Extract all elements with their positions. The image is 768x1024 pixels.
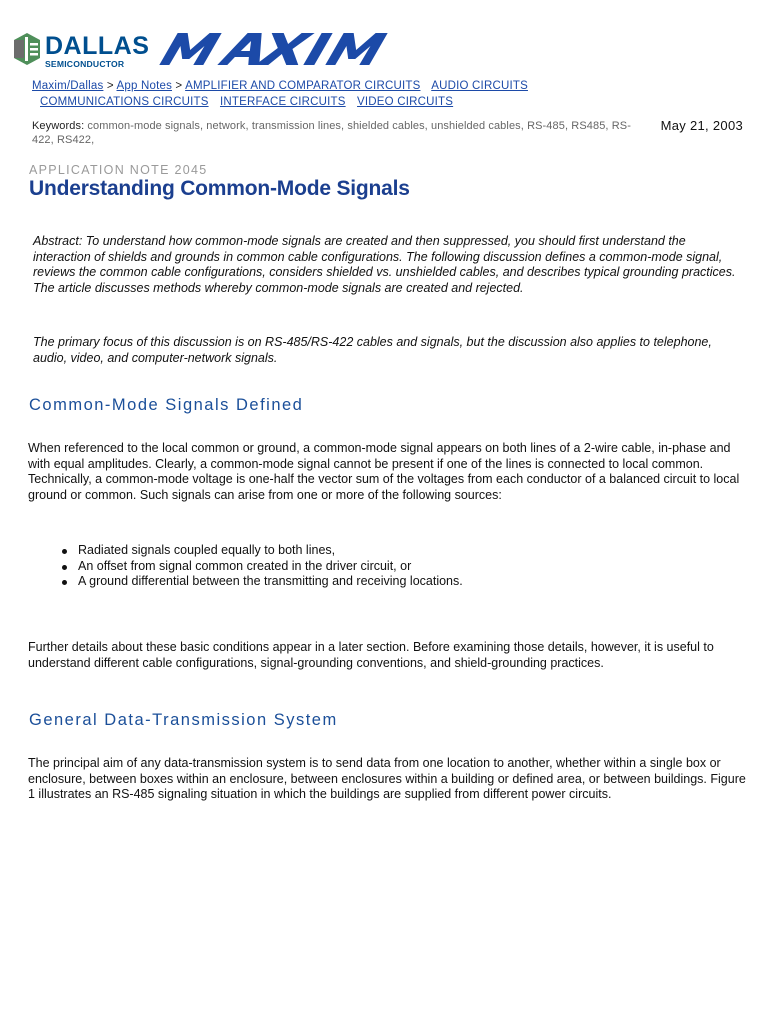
list-item-text: A ground differential between the transmitting and receiving locations. xyxy=(78,574,463,589)
page-title: Understanding Common-Mode Signals xyxy=(29,177,410,200)
maxim-logo xyxy=(155,32,411,66)
breadcrumb-row-2 xyxy=(32,94,732,110)
breadcrumb-separator: > xyxy=(175,80,183,92)
dallas-subtitle: SEMICONDUCTOR xyxy=(45,59,125,69)
bullet-icon xyxy=(62,580,67,585)
keywords-label: Keywords: xyxy=(32,120,85,132)
section-heading-common-mode: Common-Mode Signals Defined xyxy=(29,396,304,414)
bullet-icon xyxy=(62,565,67,570)
dallas-logo-icon xyxy=(12,32,42,66)
category-link-communications[interactable]: COMMUNICATIONS CIRCUITS xyxy=(40,96,209,108)
sources-list xyxy=(60,543,463,590)
site-logo[interactable] xyxy=(12,32,411,70)
publication-date: May 21, 2003 xyxy=(660,118,743,133)
list-item xyxy=(60,543,463,559)
list-item xyxy=(60,574,463,590)
abstract: Abstract: To understand how common-mode signals are created and then suppressed, you should first understand the interaction of shields and grounds in common cable configurations. The following discussion defines a common-mode signal, reviews the common cable configurations, considers shielded vs. unshielded cables, and describes typical grounding practices. The article discusses methods whereby common-mode signals are created and rejected. xyxy=(33,234,736,295)
category-link-audio[interactable]: AUDIO CIRCUITS xyxy=(431,80,528,92)
breadcrumb-home-link[interactable]: Maxim/Dallas xyxy=(32,80,104,92)
bullet-icon xyxy=(62,549,67,554)
breadcrumb-separator: > xyxy=(106,80,114,92)
breadcrumb xyxy=(32,78,732,110)
general-data-paragraph: The principal aim of any data-transmission system is to send data from one location to another, whether within a single box or enclosure, between boxes within an enclosure, between enclosures within a building or defined area, or between buildings. Figure 1 illustrates an RS-485 signaling situation in which the buildings are supplied from different power circuits. xyxy=(28,756,746,802)
category-link-interface[interactable]: INTERFACE CIRCUITS xyxy=(219,96,346,108)
category-link-video[interactable]: VIDEO CIRCUITS xyxy=(357,96,454,108)
keywords-text: common-mode signals, network, transmission lines, shielded cables, unshielded cables, RS-485, RS485, RS-422, RS422, xyxy=(32,120,631,146)
breadcrumb-row-1 xyxy=(32,78,732,94)
further-details-paragraph: Further details about these basic conditions appear in a later section. Before examining those details, however, it is useful to understand different cable configurations, signal-grounding conventions, and shield-grounding practices. xyxy=(28,640,714,670)
app-note-number: APPLICATION NOTE 2045 xyxy=(29,163,208,177)
section-heading-general-data: General Data-Transmission System xyxy=(29,711,338,729)
focus-paragraph: The primary focus of this discussion is on RS-485/RS-422 cables and signals, but the discussion also applies to telephone, audio, video, and computer-network signals. xyxy=(33,335,712,365)
list-item-text: An offset from signal common created in the driver circuit, or xyxy=(78,558,412,573)
breadcrumb-app-notes-link[interactable]: App Notes xyxy=(116,80,173,92)
list-item xyxy=(60,559,463,575)
list-item-text: Radiated signals coupled equally to both lines, xyxy=(78,543,336,557)
keywords xyxy=(32,119,642,147)
category-link-amplifier[interactable]: AMPLIFIER AND COMPARATOR CIRCUITS xyxy=(185,80,421,92)
common-mode-paragraph: When referenced to the local common or ground, a common-mode signal appears on both lines of a 2-wire cable, in-phase and with equal amplitudes. Clearly, a common-mode signal cannot be present if one of the lines is connected to local common. Technically, a common-mode voltage is one-half the vector sum of the voltages from each conductor of a balanced circuit to local ground or common. Such signals can arise from one or more of the following sources: xyxy=(28,441,740,502)
dallas-wordmark xyxy=(45,34,149,69)
dallas-name: DALLAS xyxy=(45,32,150,60)
